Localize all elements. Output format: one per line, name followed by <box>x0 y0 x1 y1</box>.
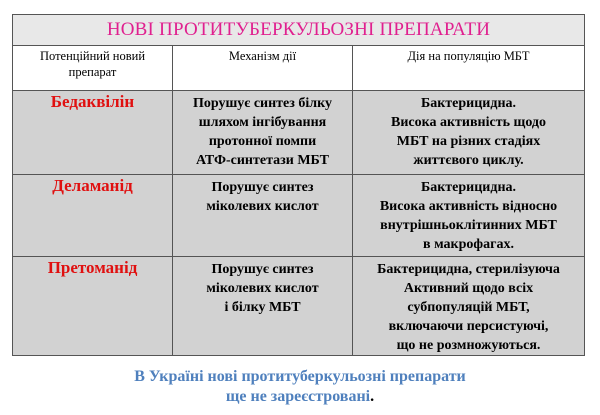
mechanism-line: міколевих кислот <box>206 281 319 296</box>
table-title: НОВІ ПРОТИТУБЕРКУЛЬОЗНІ ПРЕПАРАТИ <box>13 15 585 46</box>
mechanism-line: АТФ-синтетази МБТ <box>196 153 329 168</box>
header-row <box>13 46 585 91</box>
header-effect <box>353 46 585 91</box>
header-effect-line: Дія на популяцію МБТ <box>407 49 530 63</box>
header-drug-line: Потенційний новий <box>39 49 146 63</box>
mechanism-line: Порушує синтез білку <box>192 96 333 111</box>
registration-note <box>0 367 600 407</box>
registration-note-line1: В Україні нові протитуберкульозні препарати <box>134 368 466 385</box>
effect-cell <box>353 257 585 356</box>
mechanism-cell <box>173 91 353 175</box>
mechanism-line: міколевих кислот <box>206 199 319 214</box>
effect-line: Бактерицидна. <box>420 180 517 195</box>
effect-line: Активний щодо всіх <box>403 281 534 296</box>
effect-cell <box>353 91 585 175</box>
mechanism-line: шляхом інгібування <box>198 115 327 130</box>
registration-note-text: ще не зареєстровані <box>225 388 371 405</box>
effect-line: в макрофагах. <box>423 237 514 252</box>
mechanism-line: Порушує синтез <box>211 262 314 277</box>
table-row <box>13 175 585 257</box>
effect-line: внутрішньоклітинних МБТ <box>380 218 557 233</box>
title-row <box>13 15 585 46</box>
drug-table-container <box>12 14 584 353</box>
header-mechanism-line: Механізм дії <box>228 49 297 63</box>
drug-name-delamanid: Деламанід <box>13 175 173 257</box>
header-mechanism <box>173 46 353 91</box>
mechanism-line: Порушує синтез <box>211 180 314 195</box>
drug-name-pretomanid: Претоманід <box>13 257 173 356</box>
mechanism-cell <box>173 257 353 356</box>
effect-line: включаючи персистуючі, <box>388 319 549 334</box>
header-drug <box>13 46 173 91</box>
header-drug-line: препарат <box>68 65 117 79</box>
registration-note-period: . <box>370 388 375 405</box>
drug-name-bedaquiline: Бедаквілін <box>13 91 173 175</box>
effect-line: МБТ на різних стадіях <box>396 134 541 149</box>
effect-line: Висока активність відносно <box>379 199 558 214</box>
table-row <box>13 257 585 356</box>
effect-line: Бактерицидна, стерилізуюча <box>377 262 560 277</box>
mechanism-line: протонної помпи <box>208 134 317 149</box>
drug-table <box>12 14 585 356</box>
mechanism-cell <box>173 175 353 257</box>
effect-line: Бактерицидна. <box>420 96 517 111</box>
effect-line: субпопуляцій МБТ, <box>407 300 530 315</box>
effect-cell <box>353 175 585 257</box>
mechanism-line: і білку МБТ <box>224 300 301 315</box>
effect-line: Висока активність щодо <box>391 115 546 130</box>
registration-note-line2 <box>0 387 600 407</box>
effect-line: життєвого циклу. <box>413 153 524 168</box>
table-row <box>13 91 585 175</box>
effect-line: що не розмножуються. <box>396 338 541 353</box>
